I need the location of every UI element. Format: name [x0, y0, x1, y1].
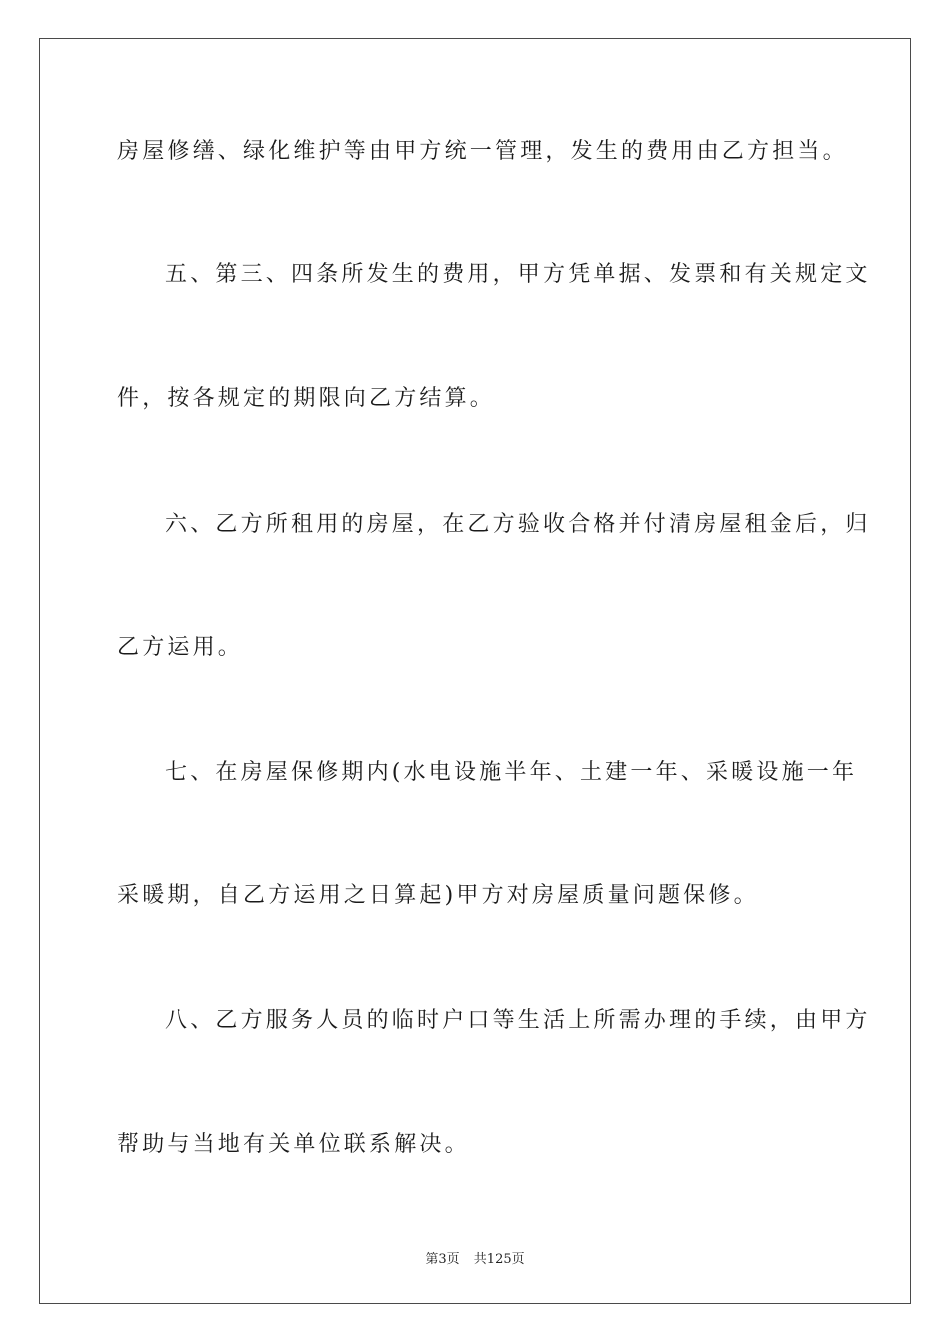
page-footer — [0, 1248, 950, 1267]
page-number: 第3页 — [425, 1252, 460, 1267]
clause-7-line-2: 采暖期，自乙方运用之日算起)甲方对房屋质量问题保修。 — [117, 883, 759, 908]
clause-5-line-1: 五、第三、四条所发生的费用，甲方凭单据、发票和有关规定文 — [165, 262, 871, 287]
clause-6-line-2: 乙方运用。 — [117, 635, 244, 660]
clause-8-line-2: 帮助与当地有关单位联系解决。 — [117, 1132, 470, 1157]
clause-6-line-1: 六、乙方所租用的房屋，在乙方验收合格并付清房屋租金后，归 — [165, 512, 871, 537]
clause-8-line-1: 八、乙方服务人员的临时户口等生活上所需办理的手续，由甲方 — [165, 1008, 871, 1033]
clause-7-line-1: 七、在房屋保修期内(水电设施半年、土建一年、采暖设施一年 — [165, 760, 858, 785]
page-total: 共125页 — [473, 1252, 525, 1267]
page-border — [39, 38, 911, 1304]
clause-5-line-2: 件，按各规定的期限向乙方结算。 — [117, 386, 496, 411]
text-line-1: 房屋修缮、绿化维护等由甲方统一管理，发生的费用由乙方担当。 — [117, 139, 848, 164]
